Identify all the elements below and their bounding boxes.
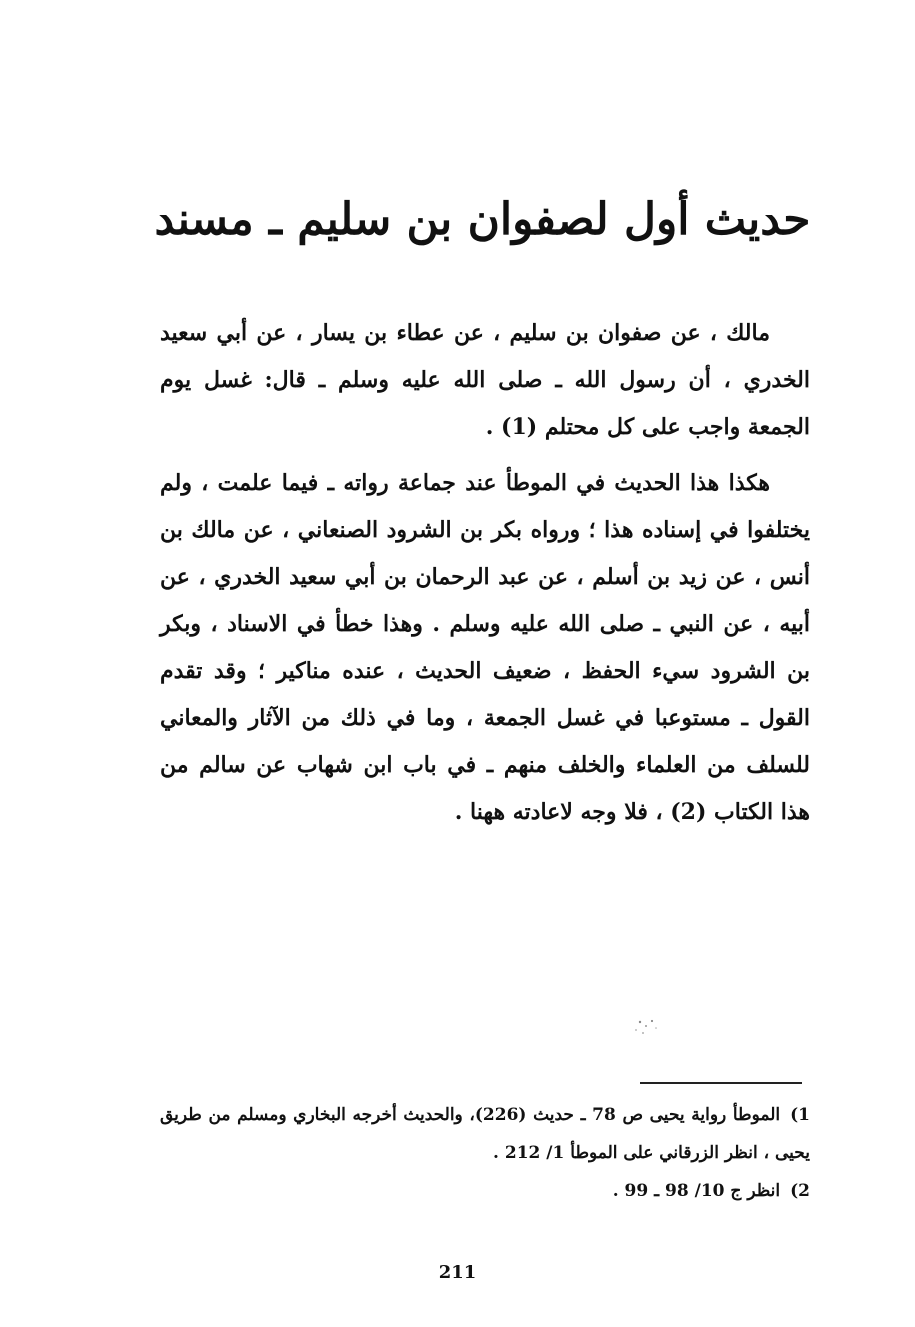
footnote-number: 2) bbox=[790, 1181, 810, 1201]
page-number: 211 bbox=[438, 1262, 477, 1283]
paragraph-text: مالك ، عن صفوان بن سليم ، عن عطاء بن يسار ، عن أبي سعيد الخدري ، أن رسول الله ـ صلى الله عليه وسلم ـ قال: غسل يوم الجمعة واجب على كل محتلم (1) . bbox=[160, 320, 810, 440]
scan-speck-decoration bbox=[628, 1012, 668, 1042]
footnote-divider bbox=[640, 1082, 802, 1084]
footnote-text: الموطأ رواية يحيى ص 78 ـ حديث (226)، والحديث أخرجه البخاري ومسلم من طريق يحيى ، انظر الزرقاني على الموطأ 1/ 212 . bbox=[160, 1105, 810, 1163]
footnotes bbox=[160, 1096, 810, 1210]
paragraph-commentary bbox=[160, 460, 810, 836]
footnote-text: انظر ج 10/ 98 ـ 99 . bbox=[612, 1181, 781, 1201]
footnote-2 bbox=[160, 1172, 810, 1210]
paragraph-text: هكذا هذا الحديث في الموطأ عند جماعة رواته ـ فيما علمت ، ولم يختلفوا في إسناده هذا ؛ ورواه بكر بن الشرود الصنعاني ، عن مالك بن أنس ، عن زيد بن أسلم ، عن عبد الرحمان بن أبي سعيد الخدري ، عن أبيه ، عن النبي ـ صلى الله عليه وسلم . وهذا خطأ في الاسناد ، وبكر بن الشرود سيء الحفظ ، ضعيف الحديث ، عنده مناكير ؛ وقد تقدم القول ـ مستوعبا في غسل الجمعة ، وما في ذلك من الآثار والمعاني للسلف من العلماء والخلف منهم ـ في باب ابن شهاب عن سالم من هذا الكتاب (2) ، فلا وجه لاعادته ههنا . bbox=[160, 470, 810, 825]
page-title: حديث أول لصفوان بن سليم ـ مسند bbox=[154, 194, 811, 245]
footnote-1 bbox=[160, 1096, 810, 1172]
footnote-number: 1) bbox=[790, 1105, 810, 1125]
paragraph-hadith bbox=[160, 310, 810, 451]
